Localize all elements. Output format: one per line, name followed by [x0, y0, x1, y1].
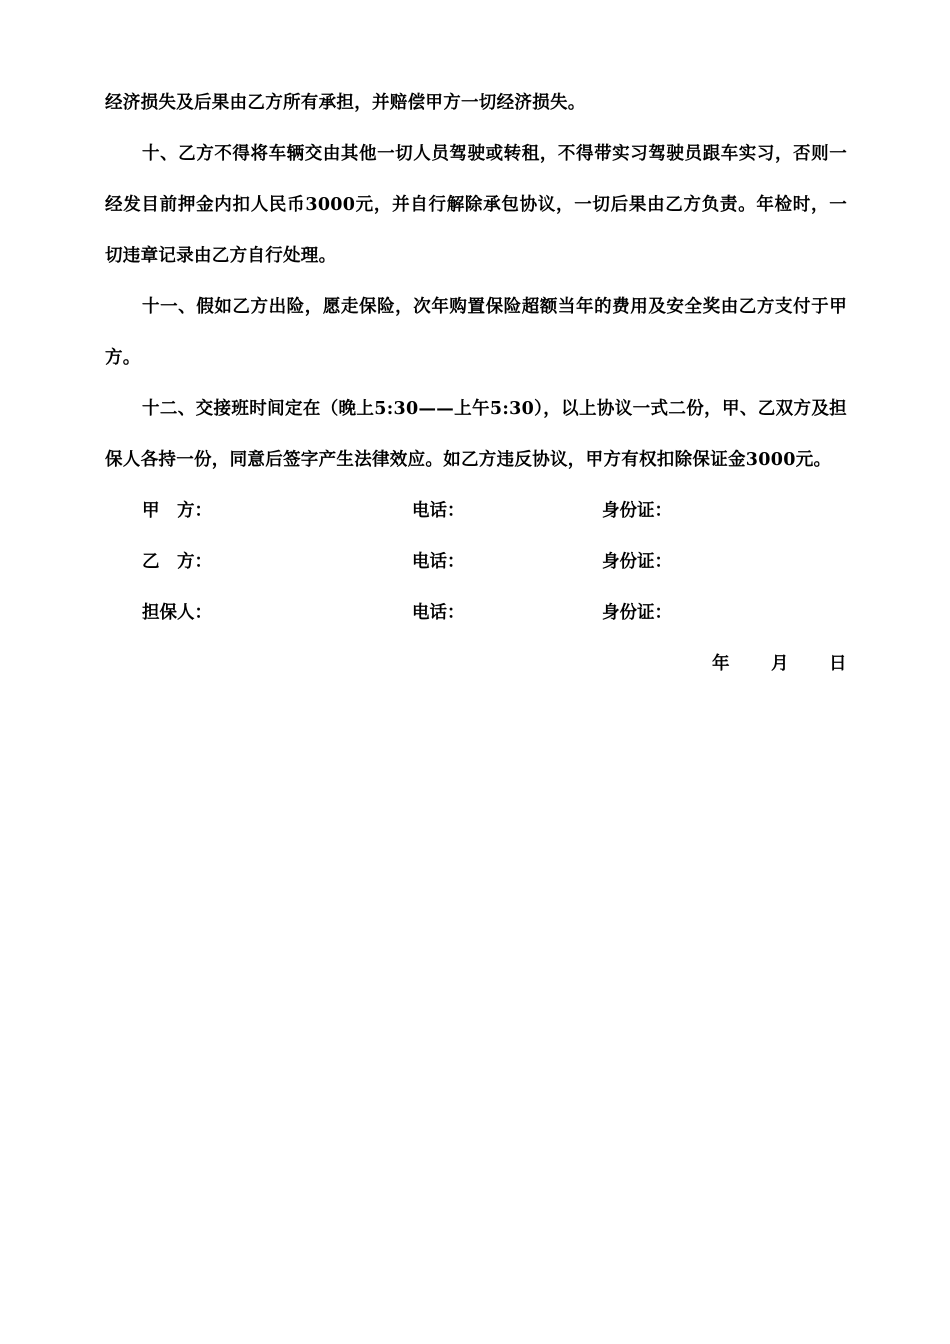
signature-name-label: 乙 方： — [142, 552, 212, 572]
signature-name-label: 甲 方： — [142, 501, 212, 521]
signature-phone-label: 电话： — [412, 603, 465, 623]
signature-row-guarantor — [105, 588, 847, 639]
signature-id-label: 身份证： — [602, 603, 672, 623]
paragraph-clause-11: 十一、假如乙方出险，愿走保险，次年购置保险超额当年的费用及安全奖由乙方支付于甲方。 — [105, 297, 847, 368]
signature-phone-label: 电话： — [412, 501, 465, 521]
date-day-label: 日 — [829, 654, 847, 674]
signature-row-party-a — [105, 486, 847, 537]
paragraph-clause-10: 十、乙方不得将车辆交由其他一切人员驾驶或转租，不得带实习驾驶员跟车实习，否则一经发目前押金内扣人民币3000元，并自行解除承包协议，一切后果由乙方负责。年检时，一切违章记录由乙方自行处理。 — [105, 144, 847, 266]
signature-phone-label: 电话： — [412, 552, 465, 572]
date-month-label: 月 — [771, 654, 789, 674]
paragraph-clause-12: 十二、交接班时间定在（晚上5:30——上午5:30），以上协议一式二份，甲、乙双方及担保人各持一份，同意后签字产生法律效应。如乙方违反协议，甲方有权扣除保证金3000元。 — [105, 399, 847, 470]
signature-id-label: 身份证： — [602, 552, 672, 572]
signature-name-label: 担保人： — [142, 603, 212, 623]
signature-id-label: 身份证： — [602, 501, 672, 521]
document-page — [105, 78, 847, 690]
paragraph-loss-liability: 经济损失及后果由乙方所有承担，并赔偿甲方一切经济损失。 — [105, 93, 586, 113]
date-year-label: 年 — [712, 654, 730, 674]
date-line — [105, 639, 847, 690]
signature-row-party-b — [105, 537, 847, 588]
